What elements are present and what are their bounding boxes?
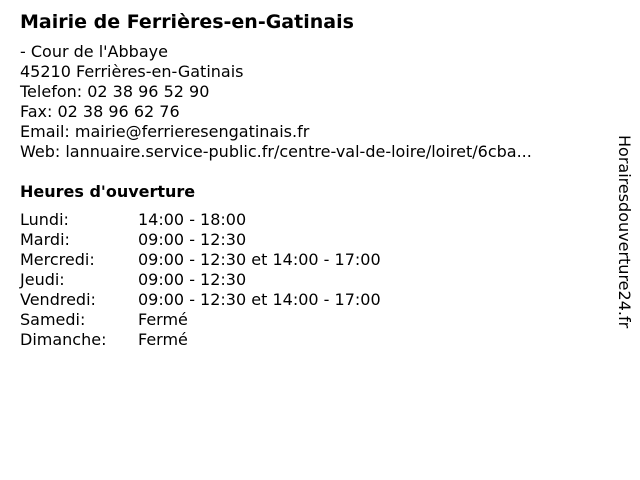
business-card — [20, 10, 600, 350]
hours-day: Dimanche: — [20, 330, 107, 349]
hours-time: 09:00 - 12:30 — [138, 230, 247, 249]
address-postal-city: 45210 Ferrières-en-Gatinais — [20, 62, 244, 81]
hours-day: Lundi: — [20, 210, 69, 229]
hours-row-jeudi — [20, 270, 600, 290]
hours-row-vendredi — [20, 290, 600, 310]
hours-time: 14:00 - 18:00 — [138, 210, 247, 229]
opening-hours-heading: Heures d'ouverture — [20, 182, 196, 201]
contact-block — [20, 42, 600, 162]
hours-day: Samedi: — [20, 310, 86, 329]
hours-time: 09:00 - 12:30 et 14:00 - 17:00 — [138, 290, 381, 309]
hours-row-samedi — [20, 310, 600, 330]
hours-time: Fermé — [138, 330, 188, 349]
page-title: Mairie de Ferrières-en-Gatinais — [20, 11, 354, 33]
hours-row-lundi — [20, 210, 600, 230]
hours-row-mardi — [20, 230, 600, 250]
hours-time: Fermé — [138, 310, 188, 329]
site-watermark — [612, 135, 636, 345]
fax-number: Fax: 02 38 96 62 76 — [20, 102, 180, 121]
watermark-text: Horairesdouverture24.fr — [615, 135, 634, 329]
email-address: Email: mairie@ferrieresengatinais.fr — [20, 122, 310, 141]
hours-row-dimanche — [20, 330, 600, 350]
hours-day: Mercredi: — [20, 250, 95, 269]
hours-time: 09:00 - 12:30 — [138, 270, 247, 289]
hours-day: Mardi: — [20, 230, 70, 249]
hours-day: Vendredi: — [20, 290, 96, 309]
hours-row-mercredi — [20, 250, 600, 270]
opening-hours-table — [20, 210, 600, 350]
hours-day: Jeudi: — [20, 270, 65, 289]
hours-time: 09:00 - 12:30 et 14:00 - 17:00 — [138, 250, 381, 269]
phone-number: Telefon: 02 38 96 52 90 — [20, 82, 210, 101]
address-street: - Cour de l'Abbaye — [20, 42, 168, 61]
website-url: Web: lannuaire.service-public.fr/centre-val-de-loire/loiret/6cba... — [20, 142, 532, 161]
